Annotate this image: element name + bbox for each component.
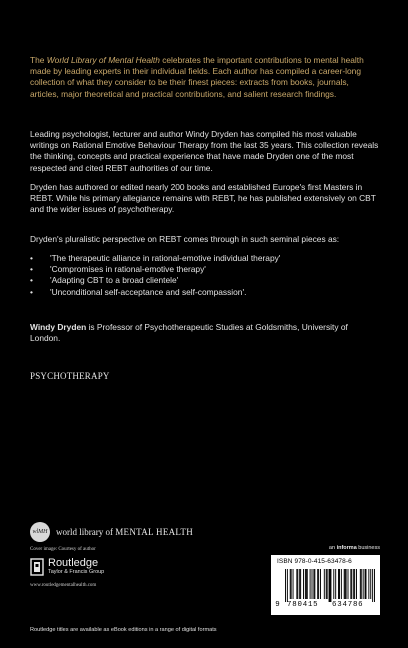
barcode-bar <box>303 569 304 599</box>
seminal-pieces-intro: Dryden's pluralistic perspective on REBT comes through in such seminal pieces as: <box>30 234 340 244</box>
barcode-bar <box>351 569 352 599</box>
barcode-bar <box>350 569 351 599</box>
barcode-bar <box>318 569 319 599</box>
seminal-pieces-list <box>30 253 380 298</box>
barcode-bar <box>356 569 357 599</box>
barcode-bar <box>320 569 321 599</box>
list-item: • 'Compromises in rational-emotive therapy' <box>30 264 206 275</box>
author-name: Windy Dryden <box>30 322 87 332</box>
bullet-icon: • <box>30 264 33 275</box>
barcode-bar <box>348 569 349 599</box>
barcode-bar <box>341 569 342 599</box>
barcode-bar <box>324 569 325 599</box>
barcode-bar <box>330 569 331 602</box>
barcode-bar <box>361 569 362 599</box>
barcode-bar <box>290 569 291 599</box>
intro-prefix: The <box>30 55 47 65</box>
barcode-bar <box>307 569 308 599</box>
barcode-bar <box>338 569 339 599</box>
ebook-availability-note: Routledge titles are available as eBook editions in a range of digital formats <box>30 627 217 633</box>
category-label: PSYCHOTHERAPY <box>30 371 110 381</box>
list-item: • 'Unconditional self-acceptance and self-compassion'. <box>30 286 247 297</box>
series-name: world library of MENTAL HEALTH <box>56 527 193 537</box>
barcode-bar <box>372 569 373 602</box>
summary-paragraph: Leading psychologist, lecturer and author Windy Dryden has compiled his most valuable writings on Rational Emotive Behaviour Therapy from the last 35 years. This collection reveals the thinking, concepts and practical experience that have made Dryden one of the most respected and cited REBT authorities of our time. <box>30 129 379 173</box>
bullet-icon: • <box>30 286 33 297</box>
list-item: • 'Adapting CBT to a broad clientele' <box>30 275 179 286</box>
barcode-bar <box>330 569 331 602</box>
barcode-digits: 9 780415 634786 <box>275 601 364 609</box>
series-intro-paragraph <box>30 55 380 100</box>
barcode-bar <box>329 569 330 602</box>
barcode-bar <box>310 569 311 599</box>
bullet-icon: • <box>30 253 33 263</box>
barcode-bar <box>326 569 327 599</box>
author-bio-text: is Professor of Psychotherapeutic Studies at Goldsmiths, University of London. <box>30 322 348 344</box>
publisher-group: Taylor & Francis Group <box>48 569 105 575</box>
barcode-bar <box>285 569 286 602</box>
barcode-bar <box>368 569 369 599</box>
list-item: • 'The therapeutic alliance in rational-emotive individual therapy' <box>30 253 281 263</box>
routledge-tower-icon <box>30 558 44 576</box>
series-branding <box>30 522 193 542</box>
barcode-bar <box>300 569 301 599</box>
barcode-bar <box>346 569 347 599</box>
publisher-logo <box>30 557 104 576</box>
barcode-bar <box>353 569 354 599</box>
barcode-icon <box>285 569 375 602</box>
barcode-bar <box>291 569 292 599</box>
series-logo-icon: wlMH <box>30 522 50 542</box>
publisher-name: Routledge <box>48 557 99 569</box>
intro-series-title: World Library of Mental Health <box>46 55 160 65</box>
barcode-bar <box>365 569 366 599</box>
barcode-bar <box>305 569 306 599</box>
barcode-bar <box>344 569 345 599</box>
isbn-label: ISBN 978-0-415-63478-6 <box>277 558 352 565</box>
cover-image-credit: Cover image: Courtesy of author <box>30 547 96 552</box>
barcode-bar <box>366 569 367 599</box>
barcode-bar <box>287 569 288 602</box>
barcode-bar <box>314 569 315 599</box>
author-bio <box>30 322 380 344</box>
barcode-bar <box>317 569 318 599</box>
isbn-barcode-box <box>271 555 380 615</box>
barcode-bar <box>363 569 364 599</box>
barcode-bar <box>374 569 375 602</box>
barcode-bar <box>293 569 294 599</box>
barcode-bar <box>345 569 346 599</box>
barcode-bar <box>299 569 300 599</box>
barcode-bar <box>312 569 313 599</box>
barcode-bar <box>333 569 334 599</box>
barcode-bar <box>335 569 336 599</box>
barcode-bar <box>306 569 307 599</box>
barcode-bar <box>313 569 314 599</box>
barcode-bar <box>360 569 361 599</box>
barcode-bar <box>370 569 371 599</box>
informa-business-tag: an informa business <box>328 545 380 551</box>
bullet-icon: • <box>30 275 33 286</box>
publisher-url: www.routledgementalhealth.com <box>30 583 97 588</box>
barcode-bar <box>327 569 328 599</box>
barcode-bar <box>354 569 355 599</box>
barcode-bar <box>296 569 297 599</box>
barcode-bar <box>297 569 298 599</box>
barcode-bar <box>339 569 340 599</box>
intro-rest: celebrates the important contributions to mental health made by leading experts in their individual fields. Each author has compiled a career-long collection of what they consider to be their finest pieces: extracts from books, journals, articles, major theoretical and practical contributions, and salient research findings. <box>30 55 364 99</box>
author-achievements-paragraph: Dryden has authored or edited nearly 200 books and established Europe's first Masters in REBT. While his primary allegiance remains with REBT, he has published extensively on CBT and the wider issues of psychotherapy. <box>30 182 376 215</box>
